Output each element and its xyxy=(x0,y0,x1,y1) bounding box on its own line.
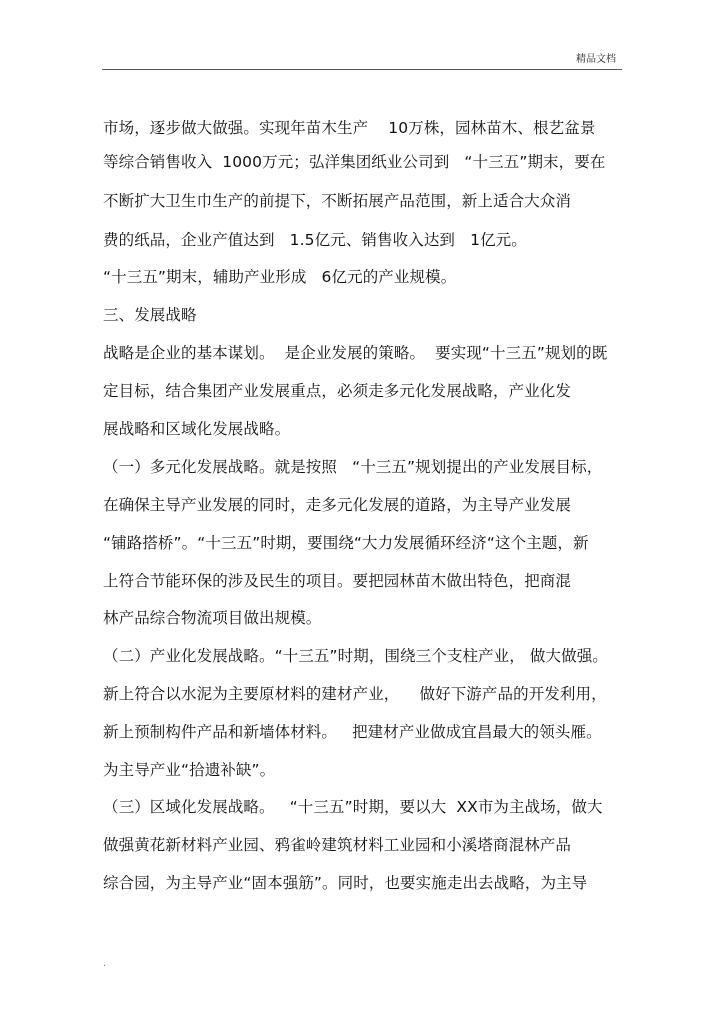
text-line: 市场，逐步做大做强。实现年苗木生产 10万株，园林苗木、根艺盆景 xyxy=(103,119,596,137)
text-line: 新上预制构件产品和新墙体材料。 把建材产业做成宜昌最大的领头雁。 xyxy=(103,723,602,741)
text-line: 综合园，为主导产业“固本强筋”。同时，也要实施走出去战略，为主导 xyxy=(103,874,588,892)
text-line: 不断扩大卫生巾生产的前提下，不断拓展产品范围，新上适合大众消 xyxy=(103,192,572,210)
text-line: 为主导产业“拾遗补缺”。 xyxy=(103,761,276,779)
text-line: “十三五”期末，辅助产业形成 6亿元的产业规模。 xyxy=(103,268,457,286)
text-line: 战略是企业的基本谋划。 是企业发展的策略。 要实现“十三五”规划的既 xyxy=(103,344,608,362)
text-line: 做强黄花新材料产业园、鸦雀岭建筑材料工业园和小溪塔商混林产品 xyxy=(103,836,572,854)
text-line: 展战略和区域化发展战略。 xyxy=(103,420,291,438)
text-line: 林产品综合物流项目做出规模。 xyxy=(103,609,322,627)
text-line: 上符合节能环保的涉及民生的项目。要把园林苗木做出特色，把商混 xyxy=(103,572,572,590)
text-line: （二）产业化发展战略。“十三五”时期，围绕三个支柱产业， 做大做强。 xyxy=(103,647,608,665)
text-line: 在确保主导产业发展的同时，走多元化发展的道路，为主导产业发展 xyxy=(103,496,572,514)
text-line: （三）区域化发展战略。 “十三五”时期，要以大 XX市为主战场，做大 xyxy=(103,798,603,816)
header-label: 精品文档 xyxy=(576,54,616,65)
text-line: 费的纸品，企业产值达到 1.5亿元、销售收入达到 1亿元。 xyxy=(103,231,527,249)
text-line: “铺路搭桥”。“十三五”时期，要围绕“大力发展循环经济“这个主题，新 xyxy=(103,534,589,552)
text-line: （一）多元化发展战略。就是按照 “十三五”规划提出的产业发展目标， xyxy=(103,458,603,476)
footer-mark: . xyxy=(103,958,107,969)
header-rule xyxy=(102,69,622,70)
section-heading: 三、发展战略 xyxy=(103,306,197,324)
text-line: 新上符合以水泥为主要原材料的建材产业， 做好下游产品的开发利用， xyxy=(103,685,607,703)
text-line: 等综合销售收入 1000万元；弘洋集团纸业公司到 “十三五”期末，要在 xyxy=(103,153,606,171)
text-line: 定目标，结合集团产业发展重点，必须走多元化发展战略，产业化发 xyxy=(103,382,572,400)
